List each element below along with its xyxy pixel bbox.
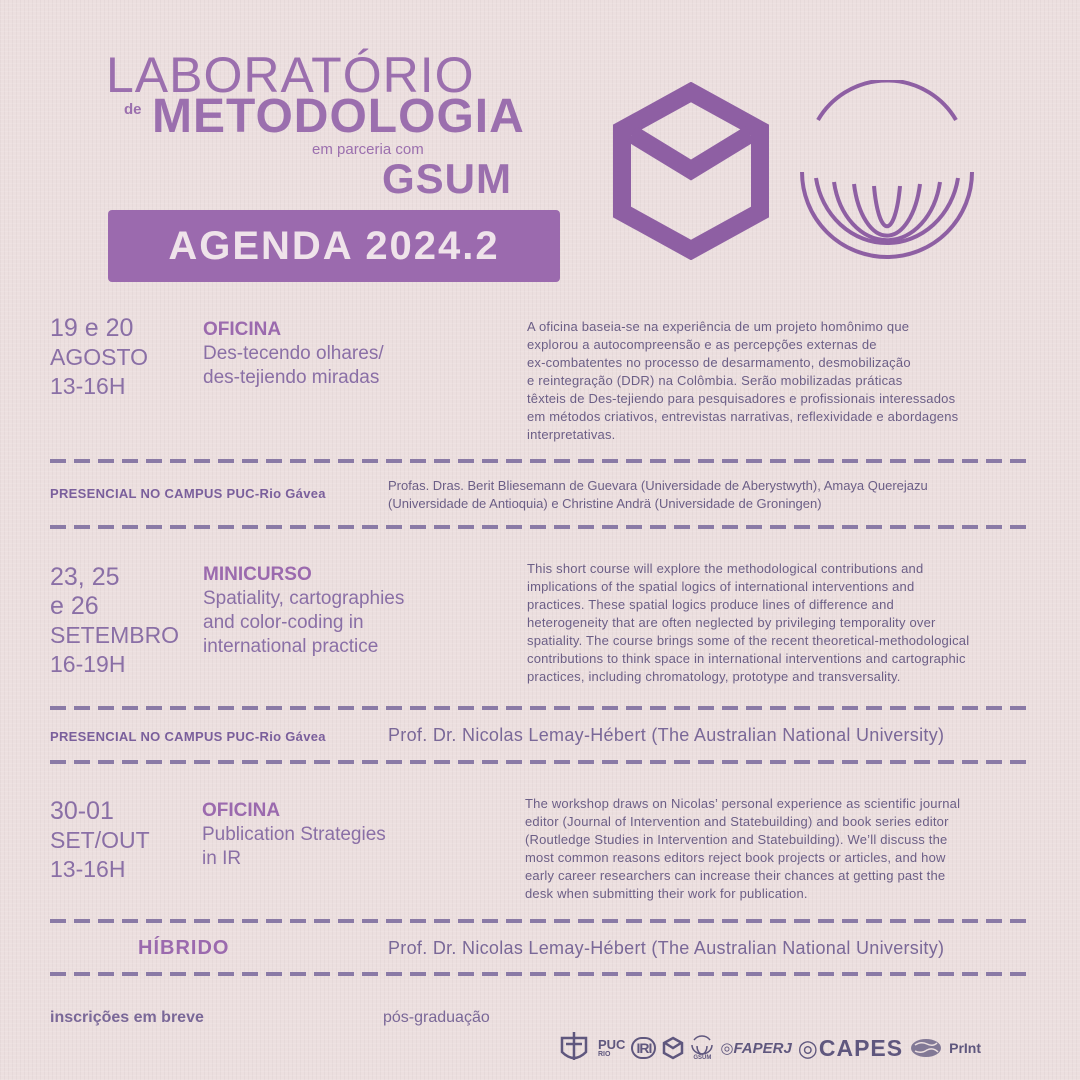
event3-month: SET/OUT: [50, 827, 150, 853]
event2-month: SETEMBRO: [50, 622, 180, 648]
event3-header: [202, 799, 386, 871]
desc-line: practices, including chromatology, prototype and transversality.: [527, 669, 901, 684]
partner-name: GSUM: [382, 155, 512, 202]
lab-title-line1: LABORATÓRIO: [106, 47, 475, 103]
event1-title-line: des-tejiendo miradas: [203, 367, 380, 388]
desc-line: e reintegração (DDR) na Colômbia. Serão mobilizadas práticas: [527, 373, 903, 388]
desc-line: This short course will explore the methodological contributions and: [527, 561, 924, 576]
divider: [50, 525, 1028, 529]
faperj-logo-text: FAPERJ: [733, 1040, 792, 1057]
sponsor-logos: [556, 1028, 1070, 1068]
event3-date-line: 30-01: [50, 797, 114, 825]
desc-line: implications of the spatial logics of international interventions and: [527, 579, 915, 594]
event3-title-line: in IR: [202, 848, 242, 869]
desc-line: most common reasons editors reject book projects or articles, and how: [525, 850, 946, 865]
desc-line: early career researchers can increase their chances at getting past the: [525, 868, 946, 883]
event2-modality: PRESENCIAL NO CAMPUS PUC-Rio Gávea: [50, 729, 326, 744]
divider: [50, 919, 1028, 923]
desc-line: A oficina baseia-se na experiência de um projeto homônimo que: [527, 319, 910, 334]
gsum-logo-text: GSUM: [693, 1055, 712, 1061]
event2-speakers: Prof. Dr. Nicolas Lemay-Hébert (The Australian National University): [388, 725, 945, 745]
event2-header: [203, 563, 404, 659]
event2-time: 16-19H: [50, 651, 126, 677]
desc-line: practices. These spatial logics produce lines of difference and: [527, 597, 894, 612]
event3-type: OFICINA: [202, 800, 281, 821]
lab-cube-logo-icon: [612, 82, 770, 260]
desc-line: heterogeneity that are often neglected by privileging temporality over: [527, 615, 936, 630]
event2-dates: [50, 563, 179, 679]
event3-modality: HÍBRIDO: [138, 937, 230, 959]
gsum-logo: [690, 1035, 714, 1061]
lab-cube-small-icon: [662, 1036, 684, 1060]
desc-line: editor (Journal of Intervention and Statebuilding) and book series editor: [525, 814, 949, 829]
event2-date-line: e 26: [50, 592, 99, 620]
event2-type: MINICURSO: [203, 564, 312, 585]
desc-line: (Routledge Studies in Intervention and Statebuilding). We’ll discuss the: [525, 832, 948, 847]
divider: [50, 972, 1028, 976]
puc-logo: [598, 1038, 625, 1058]
speaker-line: Profas. Dras. Berit Bliesemann de Guevara (Universidade de Aberystwyth), Amaya Querejazu: [388, 478, 928, 493]
desc-line: têxteis de Des-tejiendo para pesquisadores e profissionais interessados: [527, 391, 956, 406]
capes-logo: [798, 1035, 903, 1062]
event2-date-line: 23, 25: [50, 563, 120, 591]
divider: [50, 760, 1028, 764]
divider: [50, 706, 1028, 710]
event2-description: [527, 560, 1072, 686]
desc-line: The workshop draws on Nicolas’ personal experience as scientific journal: [525, 796, 961, 811]
print-globe-icon: [909, 1037, 943, 1059]
iri-logo: IRI: [631, 1037, 656, 1059]
agenda-title: AGENDA 2024.2: [168, 223, 500, 268]
desc-line: desk when submitting their work for publication.: [525, 886, 808, 901]
gsum-globe-small-icon: [690, 1035, 714, 1055]
program-label: pós-graduação: [383, 1009, 490, 1026]
event3-title-line: Publication Strategies: [202, 824, 386, 845]
desc-line: spatiality. The course brings some of the recent theoretical-methodological: [527, 633, 970, 648]
speaker-line: (Universidade de Antioquia) e Christine Andrä (Universidade de Groningen): [388, 496, 822, 511]
capes-logo-text: CAPES: [818, 1034, 904, 1061]
puc-logo-text: PUC: [598, 1037, 626, 1052]
event1-dates: [50, 314, 148, 401]
event1-description: [527, 318, 1067, 444]
event3-description: [525, 795, 1065, 903]
event1-time: 13-16H: [50, 373, 126, 399]
faperj-swirl-icon: ◎: [720, 1040, 734, 1057]
desc-line: explorou a autocompreensão e as percepções externas de: [527, 337, 877, 352]
rio-logo-text: RIO: [598, 1051, 611, 1058]
print-logo-text: PrInt: [949, 1040, 982, 1056]
gsum-globe-logo-icon: [796, 80, 978, 262]
event2-title-line: Spatiality, cartographies: [203, 588, 405, 609]
desc-line: ex-combatentes no processo de desarmamento, desmobilização: [527, 355, 911, 370]
event1-date-line: 19 e 20: [50, 314, 134, 342]
puc-crest-icon: [556, 1030, 592, 1066]
desc-line: em métodos criativos, entrevistas narrativas, reflexividade e abordagens: [527, 409, 959, 424]
lab-title-de: de: [124, 101, 142, 118]
desc-line: interpretativas.: [527, 427, 616, 442]
partner-text: em parceria com: [312, 141, 424, 158]
event1-month: AGOSTO: [50, 344, 148, 370]
agenda-banner: [108, 210, 560, 282]
divider: [50, 459, 1028, 463]
event2-title-line: international practice: [203, 636, 379, 657]
event1-header: [203, 318, 384, 390]
registration-note: inscrições em breve: [50, 1009, 204, 1026]
event1-type: OFICINA: [203, 319, 282, 340]
faperj-logo: [720, 1039, 791, 1057]
event1-modality: PRESENCIAL NO CAMPUS PUC-Rio Gávea: [50, 486, 326, 501]
desc-line: contributions to think space in international interventions and cartographic: [527, 651, 966, 666]
event2-title-line: and color-coding in: [203, 612, 364, 633]
lab-title-line2: METODOLOGIA: [152, 90, 525, 143]
capes-swirl-icon: ◎: [797, 1034, 819, 1061]
event1-title-line: Des-tecendo olhares/: [203, 343, 384, 364]
event3-dates: [50, 797, 150, 884]
event3-time: 13-16H: [50, 856, 126, 882]
event3-speakers: Prof. Dr. Nicolas Lemay-Hébert (The Australian National University): [388, 938, 945, 958]
event1-speakers: [388, 477, 1048, 513]
